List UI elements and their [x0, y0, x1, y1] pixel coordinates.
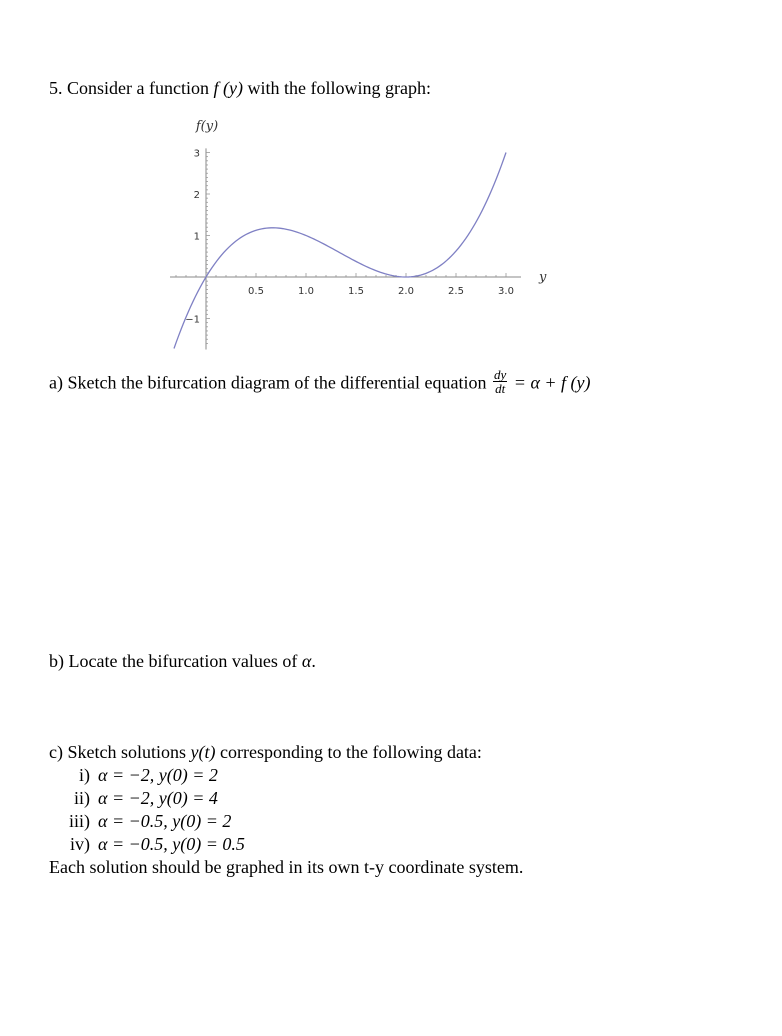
part-b [49, 650, 316, 672]
function-curve [174, 153, 506, 349]
item-text: α = −0.5, y(0) = 2 [98, 811, 232, 831]
part-a-rhs: = α + f (y) [509, 372, 591, 393]
part-c-item [64, 833, 245, 855]
item-text: α = −2, y(0) = 4 [98, 788, 218, 808]
item-label: ii) [74, 788, 90, 808]
part-c-var: y(t) [190, 742, 216, 762]
y-axis-label: f(y) [195, 119, 219, 134]
item-label: iv) [70, 834, 90, 854]
question-number: 5. [49, 78, 63, 98]
graph-axes [170, 148, 521, 349]
function-graph [150, 110, 550, 370]
part-b-suffix: . [311, 651, 316, 671]
part-c-item [64, 764, 218, 786]
part-c-suffix: corresponding to the following data: [215, 742, 482, 762]
part-c-item [64, 787, 218, 809]
item-text: α = −0.5, y(0) = 0.5 [98, 834, 245, 854]
x-tick-label: 3.0 [498, 286, 514, 297]
y-tick-label: −1 [185, 314, 200, 326]
intro-function: f (y) [213, 78, 243, 98]
y-tick-label: 1 [193, 231, 200, 243]
x-tick-label: 2.0 [398, 286, 414, 297]
derivative-fraction [493, 368, 507, 395]
graph-labels [185, 119, 547, 326]
item-label: i) [79, 765, 90, 785]
x-axis-label: y [539, 270, 547, 285]
graph-ticks [176, 153, 506, 344]
x-tick-label: 0.5 [248, 286, 264, 297]
x-tick-label: 2.5 [448, 286, 464, 297]
fraction-numerator: dy [494, 367, 507, 382]
part-c-prefix: c) Sketch solutions [49, 742, 191, 762]
part-c-item [64, 810, 231, 832]
part-b-var: α [301, 651, 312, 671]
item-text: α = −2, y(0) = 2 [98, 765, 218, 785]
part-b-prefix: b) Locate the bifurcation values of [49, 651, 302, 671]
question-intro [49, 77, 431, 99]
part-a-text: a) Sketch the bifurcation diagram of the differential equation [49, 372, 492, 393]
part-c [49, 741, 482, 763]
y-tick-label: 2 [193, 190, 200, 201]
x-tick-label: 1.5 [348, 286, 364, 297]
x-tick-label: 1.0 [298, 286, 314, 297]
item-label: iii) [69, 811, 90, 831]
part-a [49, 367, 591, 398]
fraction-denominator: dt [495, 381, 506, 396]
intro-suffix: with the following graph: [242, 78, 431, 98]
part-c-closing: Each solution should be graphed in its own t-y coordinate system. [49, 857, 524, 877]
intro-prefix: Consider a function [62, 78, 214, 98]
y-tick-label: 3 [193, 148, 200, 160]
